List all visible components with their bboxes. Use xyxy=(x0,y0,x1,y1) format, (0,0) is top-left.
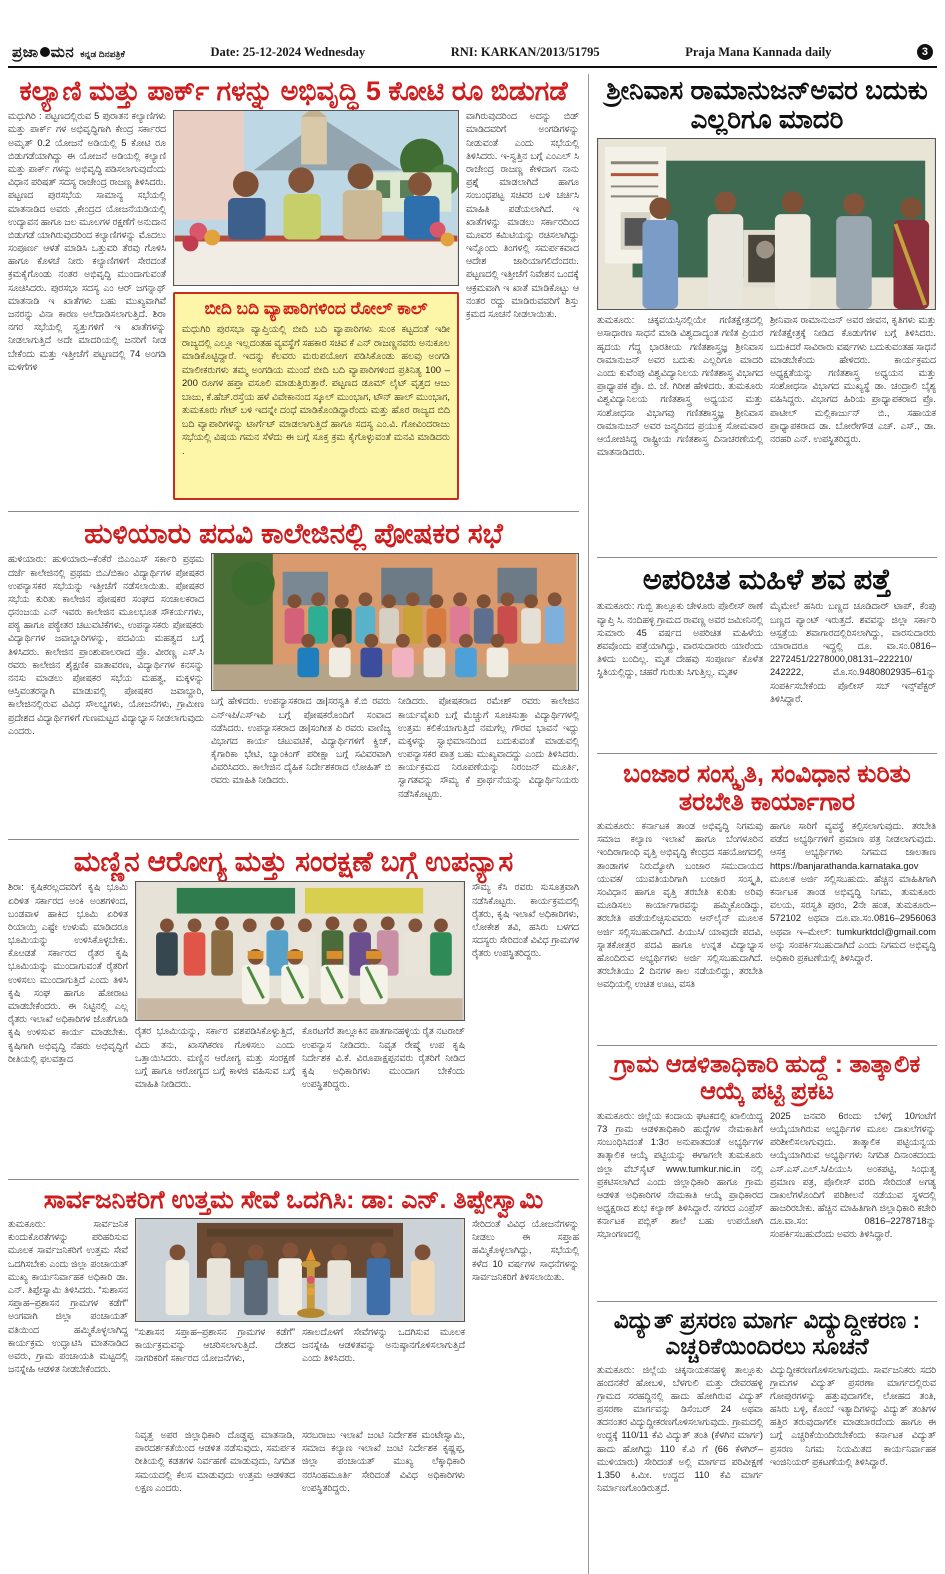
article-banjara xyxy=(597,758,937,1040)
huliyar-group-photo xyxy=(211,553,579,691)
logo-text-right: ಮನ xyxy=(50,43,75,61)
article-ramanujan-headline: ಶ್ರೀನಿವಾಸ ರಾಮಾನುಜನ್‌ಅವರ ಬದುಕು ಎಲ್ಲರಿಗೂ ಮಾದರಿ xyxy=(606,75,928,135)
article-ramanujan-col1: ತುಮಕೂರು: ಚಿಕ್ಕವಯಸ್ಸಿನಲ್ಲಿಯೇ ಗಣಿತಕ್ಷೇತ್ರದಲ್ಲಿ ಅಸಾಧಾರಣ ಸಾಧನೆ ಮಾಡಿ ವಿಶ್ವದಾದ್ಯಂತ ಗಣಿತ ಪ್ರಿಯರ ಹೃದಯ ಗೆದ್ದ ಭಾರತೀಯ ಗಣಿತಶಾಸ್ತ್ರಜ್ಞ ಶ್ರೀನಿವಾಸ ರಾಮಾನುಜನ್ ಅವರ ಬದುಕು ಎಲ್ಲರಿಗೂ ಮಾದರಿ ಎಂದು ಕುವೆಂಪು ವಿಶ್ವವಿದ್ಯಾನಿಲಯ ಗಣಿತಶಾಸ್ತ್ರ ವಿಭಾಗದ ಪ್ರಾಧ್ಯಾಪಕ ಪ್ರೊ. ಬಿ. ಜೆ. ಗಿರೀಶ ಹೇಳಿದರು. ತುಮಕೂರು ವಿಶ್ವವಿದ್ಯಾನಿಲಯ ಗಣಿತಶಾಸ್ತ್ರ ಅಧ್ಯಯನ ಮತ್ತು ಸಂಶೋಧನಾ ವಿಭಾಗವು ಗಣಿತಶಾಸ್ತ್ರಜ್ಞ ಶ್ರೀನಿವಾಸ ರಾಮಾನುಜನ್ ಅವರ ಜನ್ಮದಿನದ ಪ್ರಯುಕ್ತ ಸೋಮವಾರ ಆಯೋಜಿಸಿದ್ದ ರಾಷ್ಟ್ರೀಯ ಗಣಿತಶಾಸ್ತ್ರ ದಿನಾಚರಣೆಯಲ್ಲಿ ಮಾತನಾಡಿದರು. xyxy=(597,315,763,458)
lamp-lighting-photo xyxy=(135,1218,465,1322)
article-huliyar-col3: ನೀಡಿದರು. ಪೋಷಕರಾದ ರಮೇಶ್ ರವರು ಕಾಲೇಜಿನ ಕಾರ್ಯವೈಖರಿ ಬಗ್ಗೆ ಮೆಚ್ಚುಗೆ ಸೂಚಿಸುತ್ತಾ ವಿದ್ಯಾರ್ಥಿಗಳಲ್ಲಿ ಉತ್ತಮ ಕಲಿಕೆಯಾಗುತ್ತಿದೆ ನಮಗೆಲ್ಲ ಗೌರವ ಭಾವನೆ ಇದ್ದು ಮಕ್ಕಳನ್ನು ಸ್ವಾಭಿಮಾನದಿಂದ ಬದುಕುವಂತೆ ಮಾಡುವಲ್ಲಿ ಉಪನ್ಯಾಸಕರ ಪಾತ್ರ ಬಹು ಮುಖ್ಯವಾದದ್ದು ಎಂದು ತಿಳಿಸಿದರು. ಕಾರ್ಯಕ್ರಮದ ನಿರೂಪಣೆಯನ್ನು ನಿರಂಜನ್ ಮೂರ್ತಿ, ಸ್ವಾಗತವನ್ನು ಸೌಮ್ಯ ಕೆ ಪ್ರಾರ್ಥನೆಯನ್ನು ವಿದ್ಯಾರ್ಥಿನಿಯರು ನಡೆಸಿಕೊಟ್ಟರು. xyxy=(398,696,579,799)
article-sushasana-headline: ಸಾರ್ವಜನಿಕರಿಗೆ ಉತ್ತಮ ಸೇವೆ ಒದಗಿಸಿ: ಡಾ: ಎನ್. ತಿಪ್ಪೇಸ್ವಾಮಿ xyxy=(43,1186,544,1214)
article-ramanujan xyxy=(597,74,937,552)
kalyani-meeting-photo xyxy=(173,110,459,286)
article-grama-col2: 2025 ಜನವರಿ 6ರಂದು ಬೆಳಿಗ್ಗೆ 10ಗಂಟೆಗೆ ಆಯ್ಕೆಯಾಗಿರುವ ಅಭ್ಯರ್ಥಿಗಳ ಮೂಲ ದಾಖಲೆಗಳನ್ನು ಪರಿಶೀಲಿಸಲಾಗುವುದು. ತಾತ್ಕಾಲಿಕ ಪಟ್ಟಿಯನ್ವಯ ಆಯ್ಕೆಯಾಗಿರುವ ಅಭ್ಯರ್ಥಿಗಳು ನಿಗದಿತ ದಿನಾಂಕದಂದು ಎಸ್.ಎಸ್.ಎಲ್.ಸಿ/ಪಿಯುಸಿ ಅಂಕಪಟ್ಟಿ, ಸಿಂಧುತ್ವ ಪ್ರಮಾಣ ಪತ್ರ, ಪೊಲೀಸ್ ವರದಿ ಸೇರಿದಂತೆ ಅಗತ್ಯ ದಾಖಲೆಗಳೊಂದಿಗೆ ಪರಿಶೀಲನೆ ನಡೆಯುವ ಸ್ಥಳದಲ್ಲಿ ಹಾಜರಿರಬೇಕು. ಹೆಚ್ಚಿನ ಮಾಹಿತಿಗಾಗಿ ಜಿಲ್ಲಾಧಿಕಾರಿ ಕಚೇರಿ ದೂ.ವಾ.ಸಂ: 0816–2278718ನ್ನು ಸಂಪರ್ಕಿಸಬಹುದೆಂದು ಅವರು ತಿಳಿಸಿದ್ದಾರೆ. xyxy=(770,1110,936,1240)
article-kalyani xyxy=(8,74,579,506)
article-huliyar-col1: ಹುಳಿಯಾರು: ಹುಳಿಯಾರು–ಕೆಂಕೆರೆ ಬಿಎಂಎಸ್ ಸರ್ಕಾರಿ ಪ್ರಥಮ ದರ್ಜೆ ಕಾಲೇಜಿನಲ್ಲಿ ಪ್ರಥಮ ಬಿಎ/ಬಿಕಾಂ ವಿದ್ಯಾರ್ಥಿಗಳ ಪೋಷಕರ ಉಪನ್ಯಾಸಕರ ಸಭೆಯನ್ನು ಇತ್ತೀಚೆಗೆ ನಡೆಸಲಾಯಿತು. ಪೋಷಕರ ಸಭೆಯ ಕುರಿತು ಕಾಲೇಜಿನ ಪೋಷಕರ ಸಂಘದ ಸಂಚಾಲಕರಾದ ಧನಂಜಯ ಎನ್ ಇವರು ಕಾಲೇಜಿನ ಮೂಲಭೂತ ಸೌಕರ್ಯಗಳು, ಪಠ್ಯ ಹಾಗೂ ಪಠ್ಯೇತರ ಚಟುವಟಿಕೆಗಳು, ಉಪನ್ಯಾಸಕರು ಪೋಷಕರು ವಿದ್ಯಾರ್ಥಿಗಳ ಜವಾಬ್ದಾರಿಗಳನ್ನು, ಪದವಿಯ ಮಹತ್ವದ ಬಗ್ಗೆ ತಿಳಿಸಿದರು. ಕಾಲೇಜಿನ ಪ್ರಾಂಶುಪಾಲರಾದ ಪ್ರೊ. ವೀರಣ್ಣ ಎಸ್.ಸಿ ರವರು ಕಾಲೇಜಿನ ಶೈಕ್ಷಣಿಕ ವಾತಾವರಣ, ವಿದ್ಯಾರ್ಥಿಗಳ ಕನಸನ್ನು ನನಸು ಮಾಡಲು ಪೋಷಕರ ಸಭೆಯ ಮಹತ್ವ, ಮಕ್ಕಳನ್ನು ಆಸ್ತಿವಂತರನ್ನಾಗಿ ಮಾಡುವಲ್ಲಿ ಪೋಷಕರ ಜವಾಬ್ದಾರಿ, ಕಾಲೇಜಿನಲ್ಲಿರುವ ವಿವಿಧ ಸೌಲಭ್ಯಗಳು, ಯೋಜನೆಗಳು, ಗ್ರಾಮೀಣ ಪ್ರದೇಶದ ವಿದ್ಯಾರ್ಥಿಗಳಿಗೆ ಗುಣಮಟ್ಟದ ವಿದ್ಯಾಭ್ಯಾಸ ನೀಡಲಾಗುವುದು ಎಂದರು. xyxy=(8,554,204,736)
article-mannina-col1: ಶಿರಾ: ಕೃಷಿಕರಲ್ಲದವರಿಗೆ ಕೃಷಿ ಭೂಮಿ ಏರಿಳಿತ ಸರ್ಕಾರದ ಅಂಕಿ ಅಂಶಗಳಿಂದ, ಬಂಡವಾಳ ಹಾಕಿದ ಭೂಮಿ ಏರಿಳಿತ ರಿಯಾಯ್ತಿ ಎಷ್ಟೇ ಉಳುಮೆ ಮಾಡಿದರೂ ಭೂಮಿಯನ್ನು ಉಳಿಸಿಕೊಳ್ಳಬೇಕು. ಕೊೞಡತೆ ಸರ್ಕಾರದ ರೈತರ ಕೃಷಿ ಭೂಮಿಯನ್ನು ಮುಂದಾಗುವಂತೆ ರೈತರಿಗೆ ಉಳಿಸಲು ಮುಂದಾಗುತ್ತಿದೆ ಎಂದು ತಿಳಿಸಿ ಕೃಷಿ ಸಂಘ ಹಾಗೂ ಹೋರಾಟ ಮಾಡಬೇಕೆಂದರು. ಈ ನಿಟ್ಟಿನಲ್ಲಿ ಎಲ್ಲ ರೈತರು ಇಲಾಖೆ ಅಧಿಕಾರಿಗಳ ಜೊತೆಗೂಡಿ ಕೃಷಿ ಉಳಿಸುವ ಕಾರ್ಯ ಮಾಡಬೇಕು. ಕೃಷಿಗಾಗಿ ಅಭಿವೃದ್ಧಿ ನೆಹರು ಅಭಿವೃದ್ಧಿಗೆ ರೀತಿಯಲ್ಲಿ ಫಲವತ್ತಾದ xyxy=(8,882,128,1064)
article-ramanujan-col2: ಶ್ರೀನಿವಾಸ ರಾಮಾನುಜನ್ ಅವರ ಜೀವನ, ಕೃತಿಗಳು ಮತ್ತು ಗಣಿತಕ್ಷೇತ್ರಕ್ಕೆ ನೀಡಿದ ಕೊಡುಗೆಗಳ ಬಗ್ಗೆ ತಿಳಿಸಿದರು. ಬದುಕಿದರೆ ಸಾವಿರಾರು ವರ್ಷಗಳು ಬದುಕುವಂತಹ ಸಾಧನೆ ಮಾಡಬೇಕೆಂದು ಹೇಳಿದರು. ಕಾರ್ಯಕ್ರಮದ ಅಧ್ಯಕ್ಷತೆಯನ್ನು ಗಣಿತಶಾಸ್ತ್ರ ಅಧ್ಯಯನ ಮತ್ತು ಸಂಶೋಧನಾ ವಿಭಾಗದ ಮುಖ್ಯಸ್ಥೆ ಡಾ. ಚಂದ್ರಾಲಿ ಬೈಶ್ಯ ವಹಿಸಿದ್ದರು. ವಿಭಾಗದ ಹಿರಿಯ ಪ್ರಾಧ್ಯಾಪಕರಾದ ಪ್ರೊ. ಪಾಟೀಲ್ ಮಲ್ಲಿಕಾರ್ಜುನ್ ಬಿ., ಸಹಾಯಕ ಪ್ರಾಧ್ಯಾಪಕರಾದ ಡಾ. ಬೋರೇಗೌಡ ಎಚ್. ಎಸ್., ಡಾ. ನರಹರಿ ಎನ್. ಉಪಸ್ಥಿತರಿದ್ದರು. xyxy=(770,315,936,444)
article-sushasana-col2: “ಸುಶಾಸನ ಸಪ್ತಾಹ–ಪ್ರಶಾಸನ ಗ್ರಾಮಗಳ ಕಡೆಗೆ” ಕಾರ್ಯಕ್ರಮವನ್ನು ಆಚರಿಸಲಾಗುತ್ತಿದೆ. ದೇಶದ ನಾಗರಿಕರಿಗೆ ಸರ್ಕಾರದ ಯೋಜನೆಗಳು, xyxy=(135,1327,295,1364)
article-banjara-col1: ತುಮಕೂರು: ಕರ್ನಾಟಕ ತಾಂಡ ಅಭಿವೃದ್ಧಿ ನಿಗಮವು ಸಮಾಜ ಕಲ್ಯಾಣ ಇಲಾಖೆ ಹಾಗೂ ಬೆಂಗಳೂರಿನ ಇಂದಿರಾಗಾಂಧಿ ವೃತ್ತಿ ಅಭಿವೃದ್ಧಿ ಕೇಂದ್ರದ ಸಹಯೋಗದಲ್ಲಿ ತಾಂಡಾಗಳ ನಿರುದ್ಯೋಗಿ ಬಂಜಾರ ಸಮುದಾಯದ ಯುವಕ/ ಯುವತಿಯರಿಗಾಗಿ ಬಂಜಾರ ಸಂಸ್ಕೃತಿ, ಸಂವಿಧಾನ ಹಾಗೂ ವೃತ್ತಿ ತರಬೇತಿ ಕುರಿತು ಅರಿವು ಮೂಡಿಸಲು ಕಾರ್ಯಾಗಾರವನ್ನು ಹಮ್ಮಿಕೊಂಡಿದ್ದು, ತರಬೇತಿ ಪಡೆಯಲಿಚ್ಛಿಸುವವರು ಆನ್‌ಲೈನ್ ಮೂಲಕ ಅರ್ಜಿ ಸಲ್ಲಿಸಬಹುದಾಗಿದೆ. ಪಿಯುಸಿ/ ಯಾವುದೇ ಪದವಿ, ಸ್ನಾತಕೋತ್ತರ ಪದವಿ ಹಾಗೂ ಉನ್ನತ ವಿದ್ಯಾಭ್ಯಾಸ ಹೊಂದಿರುವ ಅಭ್ಯರ್ಥಿಗಳು ಅರ್ಜಿ ಸಲ್ಲಿಸಬಹುದಾಗಿದೆ. ತರಬೇತಿಯು 2 ದಿನಗಳ ಕಾಲ ನಡೆಯಲಿದ್ದು, ತರಬೇತಿ ಅವಧಿಯಲ್ಲಿ ಉಚಿತ ಊಟ, ವಸತಿ xyxy=(597,821,763,990)
article-sushasana xyxy=(8,1184,579,1528)
article-sushasana-col5: ನಿವೃತ್ತ ಅಪರ ಜಿಲ್ಲಾಧಿಕಾರಿ ದೊಡ್ಡಪ್ಪ ಮಾತನಾಡಿ, ಪಾರದರ್ಶಕತೆಯಿಂದ ಆಡಳಿತ ನಡೆಸುವುದು, ಸಮರ್ಪಕ ರೀತಿಯಲ್ಲಿ ಕಡತಗಳ ನಿರ್ವಹಣೆ ಮಾಡುವುದು, ನಿಗದಿತ ಸಮಯದಲ್ಲಿ ಕೆಲಸ ಮಾಡುವುದು ಉತ್ತಮ ಆಡಳಿತದ ಲಕ್ಷಣ ಎಂದರು. xyxy=(135,1430,295,1493)
masthead-logo xyxy=(12,44,125,61)
page-number-badge: 3 xyxy=(917,44,933,60)
article-shava-headline: ಅಪರಿಚಿತ ಮಹಿಳೆ ಶವ ಪತ್ತೆ xyxy=(642,564,892,596)
newspaper-page xyxy=(8,40,937,1574)
article-shava-col2: ಮೈಮೇಲೆ ಹಸಿರು ಬಣ್ಣದ ಚೂಡಿದಾರ್ ಟಾಪ್, ಕೆಂಪು ಬಣ್ಣದ ಪ್ಯಾಂಟ್ ಇರುತ್ತದೆ. ಶವವನ್ನು ಜಿಲ್ಲಾ ಸರ್ಕಾರಿ ಆಸ್ಪತ್ರೆಯ ಶವಾಗಾರದಲ್ಲಿರಿಸಲಾಗಿದ್ದು, ವಾರಸುದಾರರು ಯಾರಾದರೂ ಇದ್ದಲ್ಲಿ ದೂ. ವಾ.ಸಂ.0816–2272451/2278000,08131–222210/ 242222, ಮೊ.ಸಂ.9480802935–61ನ್ನು ಸಂಪರ್ಕಿಸಬೇಕೆಂದು ಪೊಲೀಸ್ ಸಬ್ ಇನ್ಸ್‌ಪೆಕ್ಟರ್ ತಿಳಿಸಿದ್ದಾರೆ. xyxy=(770,601,936,704)
article-mannina xyxy=(8,844,579,1174)
article-grama-col1: ತುಮಕೂರು: ಜಿಲ್ಲೆಯ ಕಂದಾಯ ಘಟಕದಲ್ಲಿ ಖಾಲಿಯಿದ್ದ 73 ಗ್ರಾಮ ಆಡಳಿತಾಧಿಕಾರಿ ಹುದ್ದೆಗಳ ನೇಮಕಾತಿಗೆ ಸಂಬಂಧಿಸಿದಂತೆ 1:3ರ ಅನುಪಾತದಂತೆ ಅಭ್ಯರ್ಥಿಗಳ ತಾತ್ಕಾಲಿಕ ಆಯ್ಕೆ ಪಟ್ಟಿಯನ್ನು ಈಗಾಗಲೇ ತುಮಕೂರು ಜಿಲ್ಲಾ ವೆಬ್‌ಸೈಟ್ www.tumkur.nic.in ನಲ್ಲಿ ಪ್ರಕಟಿಸಲಾಗಿದೆ ಎಂದು ಜಿಲ್ಲಾಧಿಕಾರಿ ಹಾಗೂ ಗ್ರಾಮ ಆಡಳಿತ ಅಧಿಕಾರಿಗಳ ನೇಮಕಾತಿ ಆಯ್ಕೆ ಪ್ರಾಧಿಕಾರದ ಅಧ್ಯಕ್ಷರಾದ ಶುಭ ಕಲ್ಯಾಣ್ ತಿಳಿಸಿದ್ದಾರೆ. ನಗರದ ಎಂಪ್ರೆಸ್ ಕರ್ನಾಟಕ ಪಬ್ಲಿಕ್ ಶಾಲೆ ಬಹು ಉಪಯೋಗಿ ಸಭಾಂಗಣದಲ್ಲಿ xyxy=(597,1110,763,1240)
article-sushasana-col3: ಸಕಾಲದೊಳಗೆ ಸೇವೆಗಳನ್ನು ಒದಗಿಸುವ ಮೂಲಕ ಜನಸ್ನೇಹಿ ಆಡಳಿತವನ್ನು ಅನುಷ್ಠಾನಗೊಳಿಸಲಾಗುತ್ತಿದೆ ಎಂದು ತಿಳಿಸಿದರು. xyxy=(302,1327,465,1364)
article-shava xyxy=(597,562,937,748)
article-sushasana-col4: ಸೇರಿದಂತೆ ವಿವಿಧ ಯೋಜನೆಗಳನ್ನು ನೀಡಲು ಈ ಸಪ್ತಾಹ ಹಮ್ಮಿಕೊಳ್ಳಲಾಗಿದ್ದು, ಸಭೆಯಲ್ಲಿ ಕಳೆದ 10 ವರ್ಷಗಳ ಸಾಧನೆಗಳನ್ನು ಸಾರ್ವಜನಿಕರಿಗೆ ತಿಳಿಸಲಾಯಿತು. xyxy=(472,1219,579,1282)
masthead-rni: RNI: KARKAN/2013/51795 xyxy=(450,44,600,59)
article-mannina-col4: ಸೌಮ್ಯ ಕೆಸಿ ರವರು ಸುಸೂತ್ರವಾಗಿ ನಡೆಸಿಕೊಟ್ಟರು. ಕಾರ್ಯಕ್ರಮದಲ್ಲಿ ರೈತರು, ಕೃಷಿ ಇಲಾಖೆ ಅಧಿಕಾರಿಗಳು, ಲೋಕೇಶ ತವಿ, ಹಸಿರು ಬಳಗದ ಸದಸ್ಯರು ಸೇರಿದಂತೆ ವಿವಿಧ ಗ್ರಾಮಗಳ ರೈತರು ಉಪಸ್ಥಿತರಿದ್ದರು. xyxy=(472,882,579,959)
soil-health-lecture-photo xyxy=(135,881,465,1021)
logo-emblem-icon xyxy=(40,47,50,57)
article-grama xyxy=(597,1050,937,1296)
masthead xyxy=(8,40,937,68)
article-banjara-col2: ಹಾಗೂ ಸಾರಿಗೆ ವ್ಯವಸ್ಥೆ ಕಲ್ಪಿಸಲಾಗುವುದು. ತರಬೇತಿ ಪಡೆದ ಅಭ್ಯರ್ಥಿಗಳಿಗೆ ಪ್ರಮಾಣ ಪತ್ರ ನೀಡಲಾಗುವುದು. ಆಸಕ್ತ ಅಭ್ಯರ್ಥಿಗಳು ನಿಗಮದ ಜಾಲತಾಣ https://banjarathanda.karnataka.gov ಮೂಲಕ ಅರ್ಜಿ ಸಲ್ಲಿಸಬಹುದು. ಹೆಚ್ಚಿನ ಮಾಹಿತಿಗಾಗಿ ಕರ್ನಾಟಕ ತಾಂಡ ಅಭಿವೃದ್ಧಿ ನಿಗಮ, ತುಮಕೂರು ವಲಯ, ಸರಸ್ವತಿ ಪುರಂ, 2ನೇ ಹಂತ, ತುಮಕೂರು–572102 ಅಥವಾ ದೂ.ವಾ.ಸಂ.0816–2956063 ಅಥವಾ ಇ–ಮೇಲ್: tumkurktdcl@gmail.com ಅನ್ನು ಸಂಪರ್ಕಿಸಬಹುದಾಗಿದೆ ಎಂದು ನಿಗಮದ ಅಭಿವೃದ್ಧಿ ಅಧಿಕಾರಿ ಪ್ರಕಟಣೆಯಲ್ಲಿ ತಿಳಿಸಿದ್ದಾರೆ. xyxy=(770,821,936,963)
article-mannina-headline: ಮಣ್ಣಿನ ಆರೋಗ್ಯ ಮತ್ತು ಸಂರಕ್ಷಣೆ ಬಗ್ಗೆ ಉಪನ್ಯಾಸ xyxy=(73,846,514,877)
article-banjara-headline: ಬಂಜಾರ ಸಂಸ್ಕೃತಿ, ಸಂವಿಧಾನ ಕುರಿತು ತರಬೇತಿ ಕಾರ್ಯಾಗಾರ xyxy=(623,760,911,816)
article-grama-headline: ಗ್ರಾಮ ಆಡಳಿತಾಧಿಕಾರಿ ಹುದ್ದೆ : ತಾತ್ಕಾಲಿಕ ಆಯ್ಕೆ ಪಟ್ಟಿ ಪ್ರಕಟ xyxy=(613,1051,921,1105)
masthead-paper-name: Praja Mana Kannada daily xyxy=(685,44,832,59)
roll-call-box-body: ಮಧುಗಿರಿ ಪುರಸಭಾ ವ್ಯಾಪ್ತಿಯಲ್ಲಿ ಬೀದಿ ಬದಿ ವ್ಯಾಪಾರಿಗಳು ಸುಂಕ ಕಟ್ಟದಂತೆ ಇಡೀ ರಾಜ್ಯದಲ್ಲಿ ಎಲ್ಲೂ ಇಲ್ಲದಂತಹ ವ್ಯವಸ್ಥೆಗೆ ಸಹಕಾರ ಸಚಿವ ಕೆ ಎನ್ ರಾಜಣ್ಣನವರು ಅನುಕೂಲ ಮಾಡಿಕೊಟ್ಟಿದ್ದಾರೆ. ಇದನ್ನು ಕೆಲವರು ಮರುಪಯೋಗ ಪಡಿಸಿಕೊಂಡು ಹಲವು ಅಂಗಡಿ ಮಾಲೀಕರುಗಳು ತಮ್ಮ ಅಂಗಡಿಯ ಮುಂದೆ ಬೀದಿ ಬದಿ ವ್ಯಾಪಾರಿಗಳಿಂದ ಪ್ರತಿನಿತ್ಯ 100 –200 ರೂಗಳ ಹಪ್ತಾ ವಸೂಲಿ ಮಾಡುತ್ತಿರುತ್ತಾರೆ. ಪಟ್ಟಣದ ಡೂಮ್ ಲೈಟ್ ವೃತ್ತದ ಆಜು ಬಾಜು, ಕೆ.ಹೆಚ್.ರಸ್ತೆಯ ಹಳೆ ವಿವೇಕಾನಂದ ಸ್ಕೂಲ್ ಮುಂಭಾಗ, ಟೌನ್ ಹಾಲ್ ಮುಂಭಾಗ, ತುಮಕೂರು ಗೇಟ್ ಬಳಿ ಇದನ್ನೇ ದಂಧೆ ಮಾಡಿಕೊಂಡಿದ್ದಾರೆಂದು ಮತ್ತು ಹೊರ ರಾಜ್ಯದ ಬಿದಿ ಬದಿ ವ್ಯಾಪಾರಿಗಳನ್ನು ಟಾರ್ಗೆಟ್ ಮಾಡಲಾಗುತ್ತಿದೆ ಹಾಗೂ ಸದಸ್ಯ ಎಂ.ವಿ. ಗೋವಿಂದರಾಜು ಸಭೆಯಲ್ಲಿ ವಿಷಯ ಗಮನ ಸೆಳೆದು ಈ ಬಗ್ಗೆ ಸೂಕ್ತ ಕ್ರಮ ಕೈಗೊಳ್ಳುವಂತೆ ಮನವಿ ಮಾಡಿದರು . xyxy=(182,324,450,457)
roll-call-box-headline: ಬೀದಿ ಬದಿ ವ್ಯಾಪಾರಿಗಳಿಂದ ರೋಲ್ ಕಾಲ್ xyxy=(204,299,428,319)
article-vidyut-col1: ತುಮಕೂರು: ಜಿಲ್ಲೆಯ ಚಿಕ್ಕನಾಯಕನಹಳ್ಳಿ ತಾಲ್ಲೂಕು ಹಂದನಕೆರೆ ಹೋಬಳಿ, ಬೆಳಗುಲಿ ಮತ್ತು ದೇವರಹಳ್ಳಿ ಗ್ರಾಮದ ಸರಹದ್ದಿನಲ್ಲಿ ಹಾದು ಹೋಗಿರುವ ವಿದ್ಯುತ್ ಪ್ರಸರಣಾ ಮಾರ್ಗವನ್ನು ಡಿಸೆಂಬರ್ 24 ಅಥವಾ ತದನಂತರ ವಿದ್ಯುದ್ದೀಕರಣಗೊಳಿಸಲಾಗುವುದು. ಗ್ರಾಮದಲ್ಲಿ ಉದ್ದಕ್ಕೆ 110/11 ಕೆವಿ ವಿದ್ಯುತ್ ತಂತಿ (ಕೆಳಗಿನ ಮಾರ್ಗ) ಹಾದು ಹೋಗಿದ್ದು 110 ಕೆ.ವಿ ಗೆ (66 ಕೆಳಗಿರ್–ಮುಳಿಯಾರು) ಸೇರಿದಂತೆ ಅಲ್ಲಿ ಮಾರ್ಗದ ಪರಿವೀಕ್ಷಣೆ 1.350 ಕಿ.ಮೀ. ಉದ್ದದ 110 ಕೆವಿ ಮಾರ್ಗ ನಿರ್ಮಾಣಗೊಂಡಿರುತ್ತದೆ. xyxy=(597,1364,763,1494)
article-sushasana-col1: ತುಮಕೂರು: ಸಾರ್ವಜನಿಕ ಕುಂದುಕೊರತೆಗಳನ್ನು ಪರಿಹರಿಸುವ ಮೂಲಕ ಸಾರ್ವಜನಿಕರಿಗೆ ಉತ್ತಮ ಸೇವೆ ಒದಗಿಸಬೇಕು ಎಂದು ಜಿಲ್ಲಾ ಪಂಚಾಯತ್ ಮುಖ್ಯ ಕಾರ್ಯನಿರ್ವಾಹಕ ಅಧಿಕಾರಿ ಡಾ. ಎನ್. ತಿಪ್ಪೇಸ್ವಾಮಿ ತಿಳಿಸಿದರು. “ಸುಶಾಸನ ಸಪ್ತಾಹ–ಪ್ರಶಾಸನ ಗ್ರಾಮಗಳ ಕಡೆಗೆ” ಅಂಗವಾಗಿ ಜಿಲ್ಲಾ ಪಂಚಾಯತ್ ವತಿಯಿಂದ ಹಮ್ಮಿಕೊಳ್ಳಲಾಗಿದ್ದ ಕಾರ್ಯಕ್ರಮ ಉದ್ಘಾಟಿಸಿ ಮಾತನಾಡಿದ ಅವರು, ಗ್ರಾಮ ಪಂಚಾಯತಿ ಮಟ್ಟದಲ್ಲಿ ಜನಸ್ನೇಹಿ ಆಡಳಿತ ನೀಡಬೇಕೆಂದರು. xyxy=(8,1219,128,1375)
article-sushasana-col6: ಸರಬರಾಜು ಇಲಾಖೆ ಜಂಟಿ ನಿರ್ದೇಶಕ ಮಂಟೇಸ್ವಾಮಿ, ಸಮಾಜ ಕಲ್ಯಾಣ ಇಲಾಖೆ ಜಂಟಿ ನಿರ್ದೇಶಕ ಕೃಷ್ಣಪ್ಪ, ಜಿಲ್ಲಾ ಪಂಚಾಯತ್ ಮುಖ್ಯ ಲೆಕ್ಕಾಧಿಕಾರಿ ನರಸಿಂಹಮೂರ್ತಿ ಸೇರಿದಂತೆ ವಿವಿಧ ಅಧಿಕಾರಿಗಳು ಉಪಸ್ಥಿತರಿದ್ದರು. xyxy=(302,1430,465,1493)
article-huliyar xyxy=(8,516,579,834)
article-vidyut-headline: ವಿದ್ಯುತ್ ಪ್ರಸರಣ ಮಾರ್ಗ ವಿದ್ಯುದ್ದೀಕರಣ : ಎಚ್ಚರಿಕೆಯಿಂದಿರಲು ಸೂಚನೆ xyxy=(613,1307,921,1359)
article-kalyani-col3: ವಾಗಿರುವುದರಿಂದ ಅದನ್ನು ಬಿಡ್ ಮಾಡಿದವರಿಗೆ ಅಂಗಡಿಗಳನ್ನು ನೀಡುವಂತೆ ಎಂದು ಸಭೆಯಲ್ಲಿ ತಿಳಿಸಿದರು. ಇ-ಸ್ವತ್ತಿನ ಬಗ್ಗೆ ಎಂಎಲ್ ಸಿ ರಾಜೇಂದ್ರ ರಾಜಣ್ಣ ಕೇಳಿದಾಗ ನಾನು ಪ್ರಶ್ನೆ ಮಾಡಲಾಗಿದೆ ಹಾಗೂ ಸಂಬಂಧಪಟ್ಟ ಸಚಿವರ ಬಳಿ ಚರ್ಚಿಸಿ ಮಾಹಿತಿ ಪಡೆಯಲಾಗಿದೆ. ಇ ಖಾತೆಗಳನ್ನು ಮಾಡಲು ಸರ್ಕಾರದಿಂದ ಮೂವರ ಕಮಿಟಿಯನ್ನು ರಚಿಸಲಾಗಿದ್ದು ಇನ್ನೊಂದು ತಿಂಗಳಲ್ಲಿ ಸಮರ್ಪಕವಾದ ಆದೇಶ ಜಾರಿಯಾಗಲಿದೆಂದರು. ಪಟ್ಟಣದಲ್ಲಿ ಇತ್ತೀಚೆಗೆ ನಿವೇಶನ ಒಂದಕ್ಕೆ ಆಕ್ರಮವಾಗಿ ಇ ಖಾತೆ ಮಾಡಿಕೊಟ್ಟು ಆ ನಂತರ ರದ್ದು ಮಾಡಿರುವವರಿಗೆ ಶಿಸ್ತು ಕ್ರಮದ ಸೂಚನೆ ನೀಡಲಾಯಿತು. xyxy=(466,111,579,320)
roll-call-box xyxy=(173,292,459,500)
masthead-tagline: ಕನ್ನಡ ದಿನಪತ್ರಿಕೆ xyxy=(80,48,125,59)
article-shava-col1: ತುಮಕೂರು: ಗುಬ್ಬಿ ತಾಲ್ಲೂಕು ಚೇಳೂರು ಪೊಲೀಸ್ ಠಾಣೆ ವ್ಯಾಪ್ತಿ ಸಿ. ನಂದಿಹಳ್ಳಿ ಗ್ರಾಮದ ರಾವಣ್ಣ ಅವರ ಜಮೀನಿನಲ್ಲಿ ಸುಮಾರು 45 ವರ್ಷದ ಅಪರಿಚಿತ ಮಹಿಳೆಯ ಶವವೊಂದು ಪತ್ತೆಯಾಗಿದ್ದು, ವಾರಸುದಾರರು ಯಾರೆಂದು ತಿಳಿದು ಬಂದಿಲ್ಲ. ಮೃತ ದೇಹವು ಸಂಪೂರ್ಣ ಕೊಳೆತ ಸ್ಥಿತಿಯಲ್ಲಿದ್ದು, ಚಹರೆ ಗುರುತು ಸಿಗುತ್ತಿಲ್ಲ. ಮೃತಳ xyxy=(597,601,763,678)
article-kalyani-col1: ಮಧುಗಿರಿ : ಪಟ್ಟಣದಲ್ಲಿರುವ 5 ಪುರಾತನ ಕಲ್ಯಾಣಿಗಳು ಮತ್ತು ಪಾರ್ಕ್ ಗಳ ಅಭಿವೃದ್ಧಿಗಾಗಿ ಕೇಂದ್ರ ಸರ್ಕಾರದ ಅಮೃತ್ 0.2 ಯೋಜನೆ ಅಡಿಯಲ್ಲಿ 5 ಕೋಟಿ ರೂ ಬಿಡುಗಡೆಯಾಗಿದ್ದು ಈ ಯೋಜನೆ ಅಡಿಯಲ್ಲಿ ಕಲ್ಯಾಣಿ ಮತ್ತು ಪಾರ್ಕ್ ಗಳನ್ನು ಅಭಿವೃದ್ಧಿ ಪಡಿಸಲಾಗುವುದೆಂದು ವಿಧಾನ ಪರಿಷತ್ ಸದಸ್ಯ ರಾಜೇಂದ್ರ ರಾಜಣ್ಣ ತಿಳಿಸಿದರು. ಪಟ್ಟಣದ ಪುರಸಭೆಯ ಸಾಮಾನ್ಯ ಸಭೆಯಲ್ಲಿ ಮಾತನಾಡಿದ ಅವರು ,ಕೇಂದ್ರದ ಯೋಜನೆಯಡಿಯಲ್ಲಿ ಉದ್ಯಾವನ ಹಾಗೂ ಜಲ ಮೂಲಗಳ ರಕ್ಷಣೆಗೆ ಅನುದಾನ ಬಿಡುಗಡೆ ಯಾಗಿರುವುದರಿಂದ ಕಲ್ಯಾಣಿಗಳನ್ನು ಮೊದಲು ಸಂಪೂರ್ಣ ಆಳತೆ ಮಾಡಿಸಿ ಒತ್ತುವರಿ ತೆರವು ಗೊಳಿಸಿ ಹಾಗೂ ಕೊಳಚೆ ನೀರು ಕಲ್ಯಾಣಿಗಳಿಗೆ ಸೇರದಂತೆ ಕ್ರಮಕೈಗೊಂಡು ನಂತರ ಅಭಿವೃದ್ಧಿ ಮುಂದಾಗುವಂತೆ ಸೂಚಿಸಿದರು. ಪುರಸಭಾ ಸದಸ್ಯ ಎಂ ಆರ್ ಜಗನ್ನಾಥ್ ಮಾತನಾಡಿ ಇ ಖಾತೆಗಳು ಬಹು ಮುಖ್ಯವಾಗಿವೆ ಜನರನ್ನು ವಿನಾ ಕಾರಣ ಅಲೆದಾಡಿಸಲಾಗುತ್ತಿದೆ. ಶಿರಾ ನಗರ ಸಭೆಯಲ್ಲಿ ಸ್ವತ್ತುಗಳಿಗೆ ಇ ಖಾತೆಗಳನ್ನು ನೀಡಲಾಗುತ್ತಿದೆ ಅದೇ ಮಾದರಿಯಲ್ಲಿ ಜನರಿಗೆ ನೀಡ ಬೇಕೆಂದು ಮತ್ತು ಇತ್ತೀಚೆಗೆ ಪಟ್ಟಣದಲ್ಲಿ 74 ಅಂಗಡಿ ಮಳಿಗೆಗಳಿ xyxy=(8,111,166,372)
article-mannina-col3: ಕೊರಟಗೆರೆ ತಾಲ್ಲೂಕಿನ ಪಾತಗಾನಹಳ್ಳಿಯ ರೈತ ನಟರಾಜ್ ಉಪನ್ಯಾಸ ನೀಡಿದರು. ನಿವೃತ ರೇಷ್ಮೆ ಉಪ ಕೃಷಿ ನಿರ್ದೇಶಕ ವಿ.ಕೆ. ವಿರೂಪಾಕ್ಷಪ್ಪನವರು ರೈತರಿಗೆ ನೀಡಿದ ಕೃಷಿ ಅಧಿಕಾರಿಗಳು ಮುಂದಾಗ ಬೇಕೆಂದು ಉಪಸ್ಥಿತರಿದ್ದರು. xyxy=(302,1026,465,1090)
masthead-date: Date: 25-12-2024 Wednesday xyxy=(210,44,366,59)
logo-text-left: ಪ್ರಜಾ xyxy=(12,43,39,61)
article-vidyut xyxy=(597,1306,937,1574)
article-huliyar-headline: ಹುಳಿಯಾರು ಪದವಿ ಕಾಲೇಜಿನಲ್ಲಿ ಪೋಷಕರ ಸಭೆ xyxy=(84,518,503,549)
ramanujan-event-photo xyxy=(597,138,936,310)
article-mannina-col2: ರೈತರ ಭೂಮಿಯನ್ನು, ಸರ್ಕಾರ ವಶಪಡಿಸಿಕೊಳ್ಳುತ್ತಿದೆ, ವಿದು ತನು, ಖಾಸಗಿಕರಣ ಗೊಳಿಸಲು ಎಂದು ಒತ್ತಾಯಿಸಿದರು. ಮಣ್ಣಿನ ಆರೋಗ್ಯ ಮತ್ತು ಸಂರಕ್ಷಣೆ ಬಗ್ಗೆ ಹಾಗೂ ಆರೋಗ್ಯದ ಬಗ್ಗೆ ಕಾಳಜಿ ವಹಿಸುವ ಬಗ್ಗೆ ಮಾಹಿತಿ ನೀಡಿದರು. xyxy=(135,1026,295,1090)
article-kalyani-headline: ಕಲ್ಯಾಣಿ ಮತ್ತು ಪಾರ್ಕ್ ಗಳನ್ನು ಅಭಿವೃದ್ಧಿ 5 ಕೋಟಿ ರೂ ಬಿಡುಗಡೆ xyxy=(19,76,568,106)
article-vidyut-col2: ವಿದ್ಯುದ್ದೀಕರಣಗೊಳಿಸಲಾಗುವುದು. ಸಾರ್ವಜನಿಕರು ಸದರಿ ಗ್ರಾಮಗಳ ವಿದ್ಯುತ್ ಪ್ರಸರಣಾ ಮಾರ್ಗದಲ್ಲಿರುವ ಗೋಪುರಗಳನ್ನು ಹತ್ತುವುದಾಗಲೀ, ಲೋಹದ ತಂತಿ, ಹಸಿರು ಬಳ್ಳಿ, ಕೊಂಬೆ ಇತ್ಯಾದಿಗಳನ್ನು ವಿದ್ಯುತ್ ತಂತಿಗಳ ಹತ್ತಿರ ತರುವುದಾಗಲೀ ಮಾಡಬಾರದೆಂದು ಹಾಗೂ ಈ ಬಗ್ಗೆ ಎಚ್ಚರಿಕೆಯಿಂದಿರಬೇಕೆಂದು ಕರ್ನಾಟಕ ವಿದ್ಯುತ್ ಪ್ರಸರಣ ನಿಗಮ ನಿಯಮಿತದ ಕಾರ್ಯನಿರ್ವಾಹಕ ಇಂಜಿನಿಯರ್ ಪ್ರಕಟಣೆಯಲ್ಲಿ ತಿಳಿಸಿದ್ದಾರೆ. xyxy=(770,1364,936,1467)
article-huliyar-col2: ಬಗ್ಗೆ ಹೇಳಿದರು. ಉಪನ್ಯಾಸಕರಾದ ಡಾ|ಸರಸ್ವತಿ ಕೆ.ಬಿ ರವರು ಎನ್‌ಇಪಿ/ಎಸ್‌ಇಪಿ ಬಗ್ಗೆ ಪೋಷಕರೊಂದಿಗೆ ಸಂವಾದ ನಡೆಸಿದರು. ಉಪನ್ಯಾಸಕರಾದ ಡಾ|ಸಂಗೀತ ಪಿ ರವರು ವಾಣಿಜ್ಯ ವಿಭಾಗದ ಕಾರ್ಯ ಚಟುವಟಿಕೆ, ವಿದ್ಯಾರ್ಥಿಗಳಿಗೆ ಕ್ವಿಜ್, ಕೈಗಾರಿಕಾ ಭೇಟಿ, ಬ್ಯಾಂಕಿಂಗ್ ಪರೀಕ್ಷಾ ಬಗ್ಗೆ ಸವಿವರವಾಗಿ ವಿವರಿಸಿದರು. ಕಾಲೇಜಿನ ದೈಹಿಕ ನಿರ್ದೇಶಕರಾದ ಲೋಹಿತ್ ಬಿ ರವರು ಮಾಹಿತಿ ನೀಡಿದರು. xyxy=(211,696,391,786)
